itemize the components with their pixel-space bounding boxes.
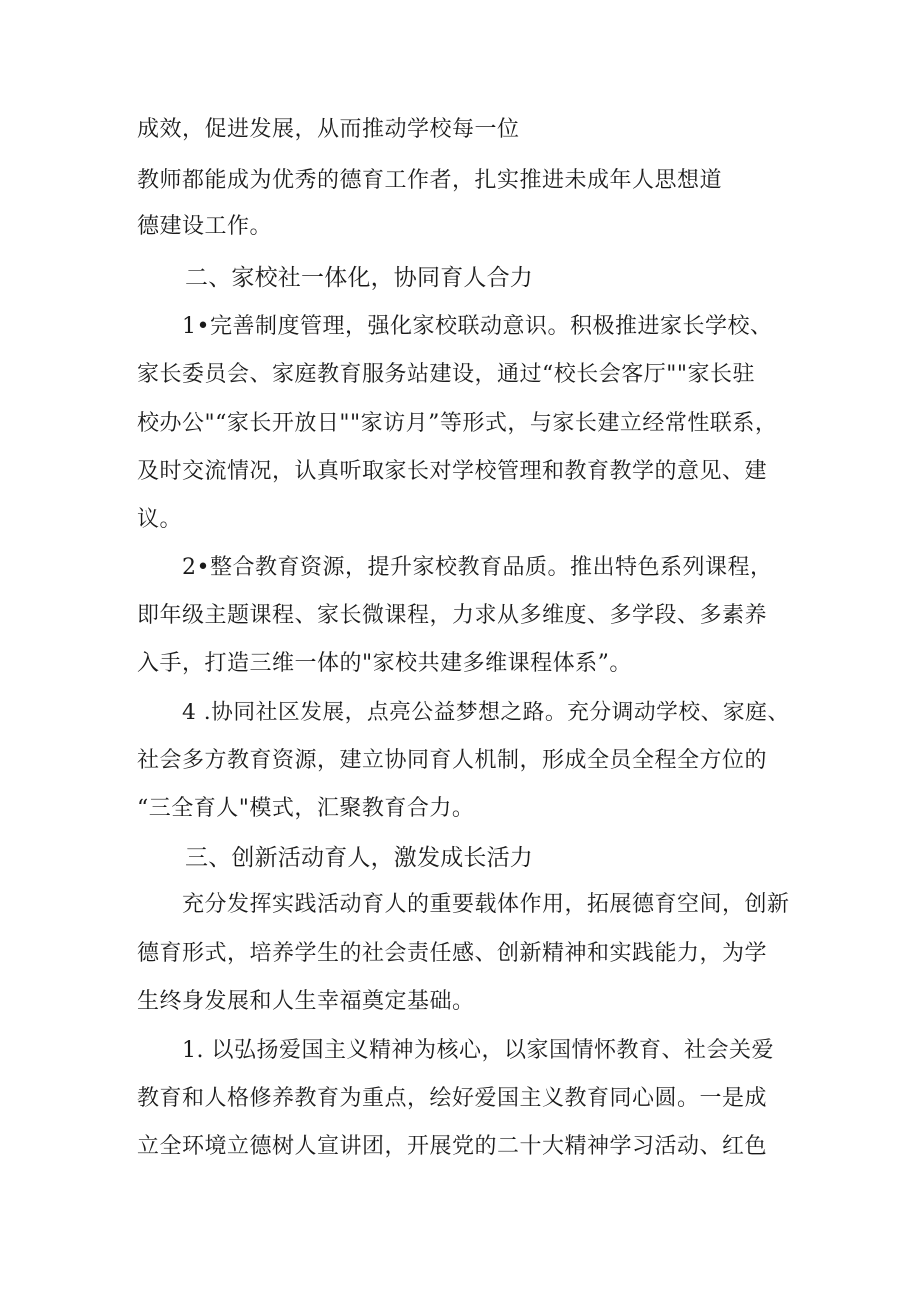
s2-p1-line-1: 1•完善制度管理，强化家校联动意识。积极推进家长学校、: [182, 314, 773, 339]
s3-p1-line-3: 生终身发展和人生幸福奠定基础。: [137, 989, 475, 1014]
intro-line-1: 成效，促进发展，从而推动学校每一位: [137, 117, 520, 142]
s3-p1-line-1: 充分发挥实践活动育人的重要载体作用，拓展德育空间，创新: [182, 892, 790, 917]
s2-p1-line-4: 及时交流情况，认真听取家长对学校管理和教育教学的意见、建: [137, 459, 768, 484]
s3-p1-line-2: 德育形式，培养学生的社会责任感、创新精神和实践能力，为学: [137, 941, 768, 966]
s3-p2-line-1: 1. 以弘扬爱国主义精神为核心，以家国情怀教育、社会关爱: [182, 1038, 774, 1063]
s2-p1-line-3: 校办公"“家长开放日""家访月”等形式，与家长建立经常性联系，: [137, 411, 778, 436]
s2-p2-line-2: 即年级主题课程、家长微课程，力求从多维度、多学段、多素养: [137, 603, 768, 628]
intro-line-2: 教师都能成为优秀的德育工作者，扎实推进未成年人思想道: [137, 168, 723, 193]
s2-p2-line-3: 入手，打造三维一体的"家校共建多维课程体系”。: [137, 651, 632, 676]
s3-p2-line-2: 教育和人格修养教育为重点，绘好爱国主义教育同心圆。一是成: [137, 1086, 768, 1111]
s2-p1-line-2: 家长委员会、家庭教育服务站建设，通过“校长会客厅""家长驻: [137, 362, 755, 387]
s2-p1-line-5: 议。: [137, 507, 183, 532]
s2-p3-line-3: “三全育人"模式，汇聚教育合力。: [137, 796, 475, 821]
section-3-heading: 三、创新活动育人，激发成长活力: [185, 845, 533, 871]
section-2-heading: 二、家校社一体化，协同育人合力: [185, 265, 533, 291]
s2-p2-line-1: 2•整合教育资源，提升家校教育品质。推出特色系列课程，: [182, 555, 773, 580]
intro-line-3: 德建设工作。: [137, 214, 273, 239]
s2-p3-line-1: 4 .协同社区发展，点亮公益梦想之路。充分调动学校、家庭、: [182, 700, 790, 725]
s3-p2-line-3: 立全环境立德树人宣讲团，开展党的二十大精神学习活动、红色: [137, 1134, 768, 1159]
s2-p3-line-2: 社会多方教育资源，建立协同育人机制，形成全员全程全方位的: [137, 748, 768, 773]
